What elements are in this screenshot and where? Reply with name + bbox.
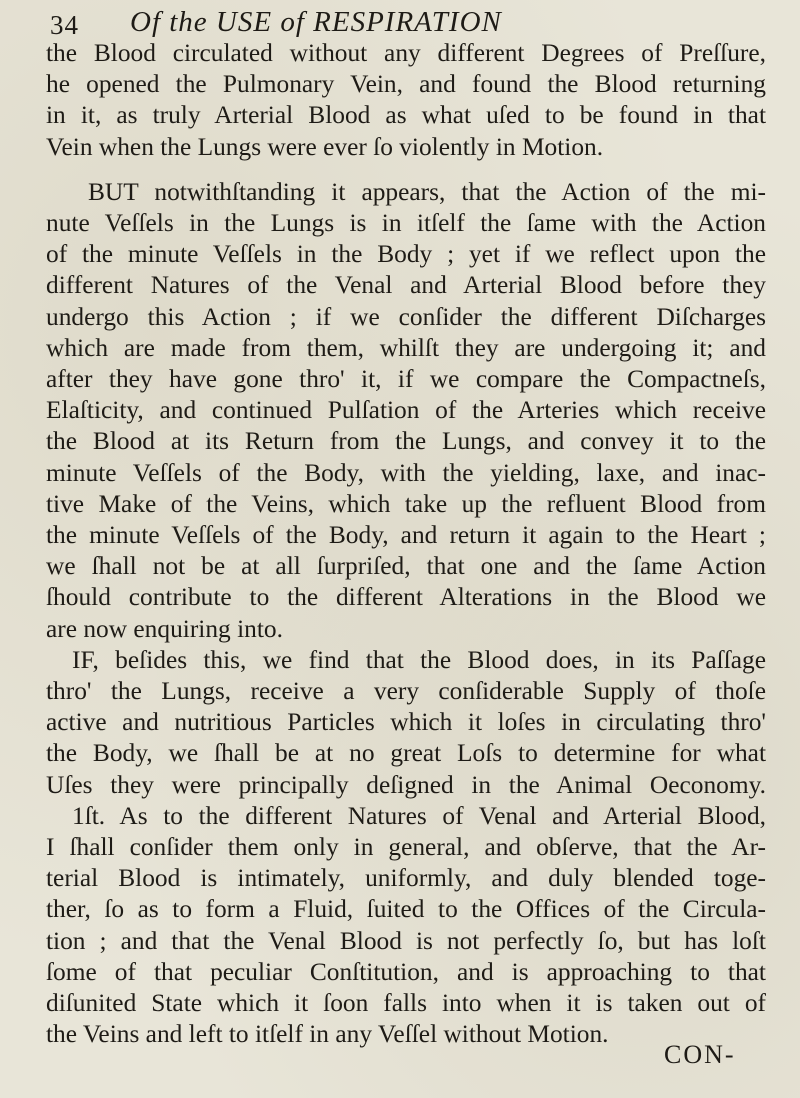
running-head: Of the USE of RESPIRATION — [130, 6, 502, 38]
page-number: 34 — [50, 10, 79, 40]
text-line: Elaſticity, and continued Pulſation of the Arteries which receive — [46, 396, 766, 425]
text-line: I ſhall conſider them only in general, and obſerve, that the Ar- — [46, 833, 766, 861]
text-line: of the minute Veſſels in the Body ; yet if we reflect upon the — [46, 240, 766, 269]
text-line: terial Blood is intimately, uniformly, and duly blended toge- — [46, 864, 766, 893]
text-line: thro' the Lungs, receive a very conſiderable Supply of thoſe — [46, 677, 766, 705]
text-line: after they have gone thro' it, if we compare the Compactneſs, — [46, 365, 766, 393]
text-line: diſunited State which it ſoon falls into when it is taken out of — [46, 989, 766, 1017]
text-line: the Blood circulated without any different Degrees of Preſſure, — [46, 39, 766, 67]
text-line: undergo this Action ; if we conſider the different Diſcharges — [46, 302, 766, 331]
text-line: ther, ſo as to form a Fluid, ſuited to the Offices of the Circula- — [46, 895, 766, 924]
text-line: BUT notwithſtanding it appears, that the Action of the mi- — [88, 177, 766, 206]
text-line: ſhould contribute to the different Alterations in the Blood we — [46, 583, 766, 612]
text-line: he opened the Pulmonary Vein, and found the Blood returning — [46, 70, 766, 99]
text-line: active and nutritious Particles which it loſes in circulating thro' — [46, 708, 766, 737]
text-line: Vein when the Lungs were ever ſo violently in Motion. — [46, 132, 604, 161]
text-line: different Natures of the Venal and Arterial Blood before they — [46, 271, 766, 300]
text-line: in it, as truly Arterial Blood as what uſed to be found in that — [46, 101, 766, 130]
text-line: ſome of that peculiar Conſtitution, and is approaching to that — [46, 957, 766, 986]
text-line: tive Make of the Veins, which take up the refluent Blood from — [46, 489, 766, 518]
text-line: which are made from them, whilſt they are undergoing it; and — [46, 333, 766, 362]
text-line: tion ; and that the Venal Blood is not perfectly ſo, but has loſt — [46, 926, 766, 955]
text-line: are now enquiring into. — [46, 614, 283, 643]
text-line: we ſhall not be at all ſurpriſed, that one and the ſame Action — [46, 552, 766, 581]
text-line: the Body, we ſhall be at no great Loſs to determine for what — [46, 739, 766, 768]
text-line: minute Veſſels of the Body, with the yielding, laxe, and inac- — [46, 458, 766, 487]
text-line: the Blood at its Return from the Lungs, and convey it to the — [46, 427, 766, 456]
text-line: the Veins and left to itſelf in any Veſſel without Motion. — [46, 1020, 609, 1049]
catchword: CON- — [664, 1040, 736, 1069]
text-line: nute Veſſels in the Lungs is in itſelf the ſame with the Action — [46, 209, 766, 237]
text-line: IF, beſides this, we find that the Blood does, in its Paſſage — [72, 645, 766, 674]
text-line: 1ſt. As to the different Natures of Venal and Arterial Blood, — [72, 801, 766, 830]
text-line: the minute Veſſels of the Body, and return it again to the Heart ; — [46, 521, 766, 549]
text-line: Uſes they were principally deſigned in the Animal Oeconomy. — [46, 770, 766, 799]
